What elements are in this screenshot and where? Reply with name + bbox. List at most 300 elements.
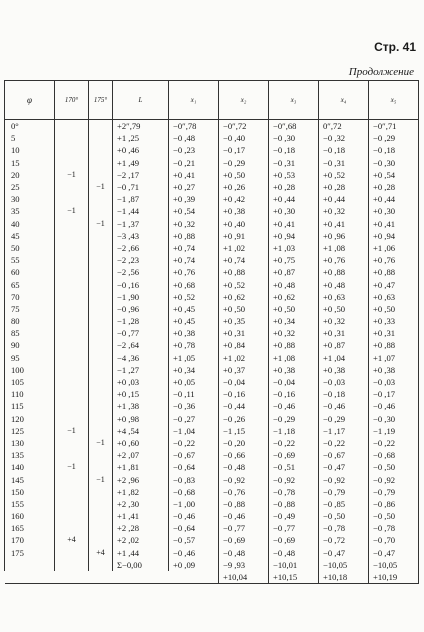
cell-x5: +1 ,06	[369, 242, 419, 254]
cell-x5: +0 ,47	[369, 278, 419, 290]
cell-x1: +0 ,45	[169, 315, 219, 327]
table-row	[5, 339, 419, 351]
cell-c170: −1	[55, 425, 89, 437]
cell-x2: −0 ,66	[219, 449, 269, 461]
cell-phi: 40	[5, 218, 55, 230]
cell-c170	[55, 449, 89, 461]
cell-x5: −0 ,50	[369, 510, 419, 522]
cell-c170	[55, 266, 89, 278]
cell-c170	[55, 315, 89, 327]
cell-x3: +0 ,94	[269, 230, 319, 242]
table-row	[5, 534, 419, 546]
cell-c170	[55, 376, 89, 388]
cell-c170	[55, 364, 89, 376]
cell-phi: 145	[5, 473, 55, 485]
cell-x1: −0 ,11	[169, 388, 219, 400]
header-row	[5, 81, 419, 120]
cell-x1: +0 ,38	[169, 327, 219, 339]
header-x5: x₅	[369, 81, 419, 120]
cell-c170	[55, 144, 89, 156]
cell-c175: −1	[89, 181, 113, 193]
cell-c170	[55, 498, 89, 510]
cell-l: −1 ,27	[113, 364, 169, 376]
cell-l: −2 ,64	[113, 339, 169, 351]
cell-x4: −1 ,17	[319, 425, 369, 437]
table-row	[5, 120, 419, 133]
cell-x4: −0 ,47	[319, 461, 369, 473]
cell-x3: −0 ,31	[269, 157, 319, 169]
cell-x5: −0 ,46	[369, 400, 419, 412]
cell-x2: −0 ,04	[219, 376, 269, 388]
cell-phi: 70	[5, 291, 55, 303]
totals-row	[5, 571, 419, 584]
cell-x2: −0 ,48	[219, 547, 269, 559]
cell-c175	[89, 169, 113, 181]
cell-c175	[89, 254, 113, 266]
cell-x2: +0 ,35	[219, 315, 269, 327]
cell-c170	[55, 388, 89, 400]
cell-x1: +0 ,68	[169, 278, 219, 290]
cell-x5: −0 ,47	[369, 547, 419, 559]
cell-x1: −0 ,64	[169, 461, 219, 473]
cell-x5: +0 ,54	[369, 169, 419, 181]
cell-x4: +1 ,08	[319, 242, 369, 254]
table-row	[5, 291, 419, 303]
cell-c175	[89, 486, 113, 498]
data-table	[4, 80, 419, 584]
cell-phi: 5	[5, 132, 55, 144]
page-number: Стр. 41	[374, 40, 416, 54]
cell-c170	[55, 218, 89, 230]
cell-x2: −0 ,17	[219, 144, 269, 156]
cell-phi: 100	[5, 364, 55, 376]
cell-l: +1 ,38	[113, 400, 169, 412]
cell-x3: −0 ,04	[269, 376, 319, 388]
cell-x4: +0 ,31	[319, 327, 369, 339]
cell-c170	[55, 327, 89, 339]
header-x1: x₁	[169, 81, 219, 120]
table-row	[5, 352, 419, 364]
cell-x5: −0 ,78	[369, 522, 419, 534]
cell-phi: 95	[5, 352, 55, 364]
cell-c175	[89, 498, 113, 510]
cell-c175	[89, 449, 113, 461]
cell-x2: +0 ,42	[219, 193, 269, 205]
cell-c170	[55, 242, 89, 254]
cell-l: +1 ,49	[113, 157, 169, 169]
cell-c175: −1	[89, 473, 113, 485]
cell-phi: 75	[5, 303, 55, 315]
cell-x2: −0 ,29	[219, 157, 269, 169]
header-phi: φ	[5, 81, 55, 120]
cell-c170	[55, 120, 89, 133]
cell-l: +1 ,44	[113, 547, 169, 559]
cell-total-x3: +10,15	[269, 571, 319, 584]
cell-x1: +0 ,76	[169, 266, 219, 278]
cell-phi: 25	[5, 181, 55, 193]
cell-x2: −0 ,26	[219, 413, 269, 425]
cell-x1: −0 ,21	[169, 157, 219, 169]
cell-x5: +0 ,33	[369, 315, 419, 327]
cell-phi	[5, 559, 55, 571]
cell-c175	[89, 425, 113, 437]
cell-phi: 45	[5, 230, 55, 242]
cell-x2: +0 ,31	[219, 327, 269, 339]
cell-x1: −0 ,57	[169, 534, 219, 546]
cell-x1: +0 ,88	[169, 230, 219, 242]
cell-phi: 80	[5, 315, 55, 327]
table-row	[5, 388, 419, 400]
cell-x3: +0 ,32	[269, 327, 319, 339]
cell-x3: −0 ,16	[269, 388, 319, 400]
cell-l: −3 ,43	[113, 230, 169, 242]
cell-c175	[89, 193, 113, 205]
cell-l: +1 ,82	[113, 486, 169, 498]
table-row	[5, 486, 419, 498]
cell-c175	[89, 400, 113, 412]
cell-x4: −0 ,47	[319, 547, 369, 559]
cell-x5: −0 ,03	[369, 376, 419, 388]
cell-l: −1 ,44	[113, 205, 169, 217]
cell-x3: −0 ,18	[269, 144, 319, 156]
header-170: 170°	[55, 81, 89, 120]
cell-x1: −1 ,00	[169, 498, 219, 510]
cell-x5: +0 ,94	[369, 230, 419, 242]
cell-c175	[89, 303, 113, 315]
cell-x5: +1 ,07	[369, 352, 419, 364]
cell-x4: +0 ,28	[319, 181, 369, 193]
cell-l: +0 ,03	[113, 376, 169, 388]
cell-x4: 0″,72	[319, 120, 369, 133]
cell-phi: 15	[5, 157, 55, 169]
cell-x2: −0 ,20	[219, 437, 269, 449]
cell-x2: −0 ,40	[219, 132, 269, 144]
cell-x2: +0 ,50	[219, 169, 269, 181]
cell-x2: +0 ,38	[219, 205, 269, 217]
cell-empty	[55, 571, 89, 584]
cell-x4: +0 ,44	[319, 193, 369, 205]
cell-x2: +0 ,52	[219, 278, 269, 290]
cell-x4: −0 ,32	[319, 132, 369, 144]
cell-empty	[113, 571, 169, 584]
cell-phi: 175	[5, 547, 55, 559]
cell-c170	[55, 278, 89, 290]
cell-x4: +0 ,52	[319, 169, 369, 181]
cell-c170	[55, 291, 89, 303]
cell-x2: −0 ,46	[219, 510, 269, 522]
cell-c170	[55, 157, 89, 169]
cell-x5: −0 ,22	[369, 437, 419, 449]
cell-x4: +0 ,96	[319, 230, 369, 242]
cell-x5: +0 ,63	[369, 291, 419, 303]
cell-phi: 0°	[5, 120, 55, 133]
cell-c175	[89, 376, 113, 388]
cell-c175	[89, 278, 113, 290]
cell-x1: +0 ,74	[169, 254, 219, 266]
cell-x5: +0 ,50	[369, 303, 419, 315]
cell-x5: +0 ,28	[369, 181, 419, 193]
table-row	[5, 193, 419, 205]
cell-x1: +0 ,05	[169, 376, 219, 388]
cell-x5: −0 ,70	[369, 534, 419, 546]
cell-x2: −0 ,88	[219, 498, 269, 510]
cell-x5: −0″,71	[369, 120, 419, 133]
cell-l: +1 ,41	[113, 510, 169, 522]
cell-c175	[89, 144, 113, 156]
cell-phi: 60	[5, 266, 55, 278]
cell-x1: −0 ,23	[169, 144, 219, 156]
cell-c175: −1	[89, 437, 113, 449]
cell-x2: −0 ,76	[219, 486, 269, 498]
cell-x1: −0″,78	[169, 120, 219, 133]
cell-c170: −1	[55, 461, 89, 473]
cell-c170	[55, 352, 89, 364]
cell-x4: +0 ,48	[319, 278, 369, 290]
cell-x3: +0 ,34	[269, 315, 319, 327]
cell-x4: +0 ,87	[319, 339, 369, 351]
table-row	[5, 559, 419, 571]
cell-empty	[89, 571, 113, 584]
table-row	[5, 425, 419, 437]
cell-c175	[89, 327, 113, 339]
cell-x5: +0 ,38	[369, 364, 419, 376]
cell-x4: −0 ,72	[319, 534, 369, 546]
cell-c175	[89, 157, 113, 169]
cell-c175	[89, 510, 113, 522]
table-row	[5, 144, 419, 156]
cell-x3: −0 ,46	[269, 400, 319, 412]
cell-x3: +0 ,62	[269, 291, 319, 303]
cell-phi: 55	[5, 254, 55, 266]
cell-x4: −0 ,67	[319, 449, 369, 461]
cell-phi: 165	[5, 522, 55, 534]
cell-c170	[55, 547, 89, 559]
cell-x2: +0 ,26	[219, 181, 269, 193]
cell-x3: +0 ,88	[269, 339, 319, 351]
cell-c175	[89, 559, 113, 571]
cell-x2: −1 ,15	[219, 425, 269, 437]
cell-total-x4: +10,18	[319, 571, 369, 584]
cell-x1: −0 ,83	[169, 473, 219, 485]
cell-x2: −0 ,77	[219, 522, 269, 534]
cell-c170	[55, 559, 89, 571]
cell-x1: +0 ,27	[169, 181, 219, 193]
cell-c170	[55, 437, 89, 449]
cell-l: Σ−0,00	[113, 559, 169, 571]
cell-c175	[89, 352, 113, 364]
cell-x3: +1 ,08	[269, 352, 319, 364]
table-row	[5, 449, 419, 461]
cell-empty	[5, 571, 55, 584]
table-row	[5, 473, 419, 485]
cell-x2: +1 ,02	[219, 352, 269, 364]
cell-c175	[89, 266, 113, 278]
cell-x1: +0 ,52	[169, 291, 219, 303]
cell-phi: 125	[5, 425, 55, 437]
cell-x5: +0 ,31	[369, 327, 419, 339]
cell-x5: +0 ,41	[369, 218, 419, 230]
cell-c175	[89, 242, 113, 254]
cell-x3: −0 ,29	[269, 413, 319, 425]
cell-l: +0 ,15	[113, 388, 169, 400]
cell-x5: −0 ,86	[369, 498, 419, 510]
cell-x3: +0 ,44	[269, 193, 319, 205]
cell-x5: +0 ,30	[369, 205, 419, 217]
cell-x1: +0 ,78	[169, 339, 219, 351]
cell-x3: −0 ,22	[269, 437, 319, 449]
cell-x4: −0 ,22	[319, 437, 369, 449]
cell-phi: 30	[5, 193, 55, 205]
cell-l: +1 ,25	[113, 132, 169, 144]
cell-l: −2 ,66	[113, 242, 169, 254]
table-row	[5, 547, 419, 559]
cell-c175: +4	[89, 547, 113, 559]
cell-x4: +0 ,41	[319, 218, 369, 230]
table-row	[5, 413, 419, 425]
cell-x2: +0 ,74	[219, 254, 269, 266]
cell-x1: −0 ,48	[169, 132, 219, 144]
cell-x2: +0 ,40	[219, 218, 269, 230]
cell-x2: −0 ,69	[219, 534, 269, 546]
cell-l: +0 ,98	[113, 413, 169, 425]
table-row	[5, 376, 419, 388]
cell-x3: −0 ,69	[269, 449, 319, 461]
cell-x4: −0 ,18	[319, 144, 369, 156]
cell-c175	[89, 132, 113, 144]
table-row	[5, 218, 419, 230]
cell-x3: +0 ,53	[269, 169, 319, 181]
cell-c170	[55, 486, 89, 498]
cell-c170	[55, 400, 89, 412]
cell-c175: −1	[89, 218, 113, 230]
cell-c175	[89, 413, 113, 425]
cell-c175	[89, 291, 113, 303]
cell-c170	[55, 510, 89, 522]
cell-phi: 105	[5, 376, 55, 388]
cell-x3: +1 ,03	[269, 242, 319, 254]
cell-phi: 85	[5, 327, 55, 339]
cell-c170	[55, 230, 89, 242]
cell-x3: +0 ,28	[269, 181, 319, 193]
cell-x3: +0 ,48	[269, 278, 319, 290]
cell-x5: +0 ,76	[369, 254, 419, 266]
cell-x3: +0 ,41	[269, 218, 319, 230]
cell-c175	[89, 364, 113, 376]
cell-l: −4 ,36	[113, 352, 169, 364]
cell-x4: +0 ,32	[319, 315, 369, 327]
cell-x5: −0 ,68	[369, 449, 419, 461]
cell-c175	[89, 205, 113, 217]
cell-c175	[89, 339, 113, 351]
cell-x3: +0 ,30	[269, 205, 319, 217]
cell-x4: −0 ,31	[319, 157, 369, 169]
cell-x5: −0 ,92	[369, 473, 419, 485]
cell-x3: −0 ,77	[269, 522, 319, 534]
cell-x3: −0 ,88	[269, 498, 319, 510]
cell-x5: −0 ,18	[369, 144, 419, 156]
cell-x3: −0 ,92	[269, 473, 319, 485]
cell-c170: +4	[55, 534, 89, 546]
cell-x5: −0 ,17	[369, 388, 419, 400]
cell-phi: 170	[5, 534, 55, 546]
cell-x1: −0 ,27	[169, 413, 219, 425]
table-row	[5, 205, 419, 217]
cell-x2: +0 ,88	[219, 266, 269, 278]
cell-x3: −10,01	[269, 559, 319, 571]
cell-x3: −0 ,48	[269, 547, 319, 559]
cell-x3: −0 ,51	[269, 461, 319, 473]
table-row	[5, 157, 419, 169]
table-row	[5, 132, 419, 144]
cell-l: −2 ,23	[113, 254, 169, 266]
cell-x3: +0 ,50	[269, 303, 319, 315]
cell-x5: +0 ,88	[369, 339, 419, 351]
cell-x2: −0 ,44	[219, 400, 269, 412]
cell-phi: 10	[5, 144, 55, 156]
cell-x2: +0 ,91	[219, 230, 269, 242]
table-row	[5, 364, 419, 376]
cell-x2: +0 ,84	[219, 339, 269, 351]
cell-x4: −0 ,50	[319, 510, 369, 522]
cell-x1: −0 ,68	[169, 486, 219, 498]
table-row	[5, 181, 419, 193]
cell-x5: −0 ,29	[369, 132, 419, 144]
cell-x5: −0 ,79	[369, 486, 419, 498]
header-x3: x₃	[269, 81, 319, 120]
cell-x5: −1 ,19	[369, 425, 419, 437]
cell-l: −1 ,37	[113, 218, 169, 230]
cell-x1: −0 ,64	[169, 522, 219, 534]
cell-x5: −10,05	[369, 559, 419, 571]
cell-x1: +0 ,32	[169, 218, 219, 230]
cell-x4: −0 ,03	[319, 376, 369, 388]
table-row	[5, 327, 419, 339]
cell-l: −1 ,87	[113, 193, 169, 205]
cell-x4: +0 ,76	[319, 254, 369, 266]
table-body	[5, 120, 419, 584]
continuation-label: Продолжение	[348, 66, 414, 78]
cell-x4: +0 ,50	[319, 303, 369, 315]
cell-x1: +0 ,41	[169, 169, 219, 181]
table-row	[5, 437, 419, 449]
cell-x1: −0 ,46	[169, 547, 219, 559]
header-x4: x₄	[319, 81, 369, 120]
cell-phi: 120	[5, 413, 55, 425]
table-row	[5, 510, 419, 522]
cell-l: +2″,79	[113, 120, 169, 133]
cell-c175	[89, 120, 113, 133]
cell-x3: −0 ,78	[269, 486, 319, 498]
cell-phi: 150	[5, 486, 55, 498]
cell-x1: −0 ,46	[169, 510, 219, 522]
cell-l: −0 ,96	[113, 303, 169, 315]
cell-l: +0 ,60	[113, 437, 169, 449]
cell-x3: +0 ,75	[269, 254, 319, 266]
cell-phi: 90	[5, 339, 55, 351]
cell-x2: +0 ,50	[219, 303, 269, 315]
cell-l: −0 ,77	[113, 327, 169, 339]
cell-c175	[89, 461, 113, 473]
cell-l: −1 ,28	[113, 315, 169, 327]
cell-l: +2 ,96	[113, 473, 169, 485]
cell-c170	[55, 132, 89, 144]
cell-total-x2: +10,04	[219, 571, 269, 584]
cell-x4: −0 ,46	[319, 400, 369, 412]
table-row	[5, 169, 419, 181]
cell-l: −0 ,71	[113, 181, 169, 193]
cell-x4: +0 ,32	[319, 205, 369, 217]
cell-x5: +0 ,88	[369, 266, 419, 278]
